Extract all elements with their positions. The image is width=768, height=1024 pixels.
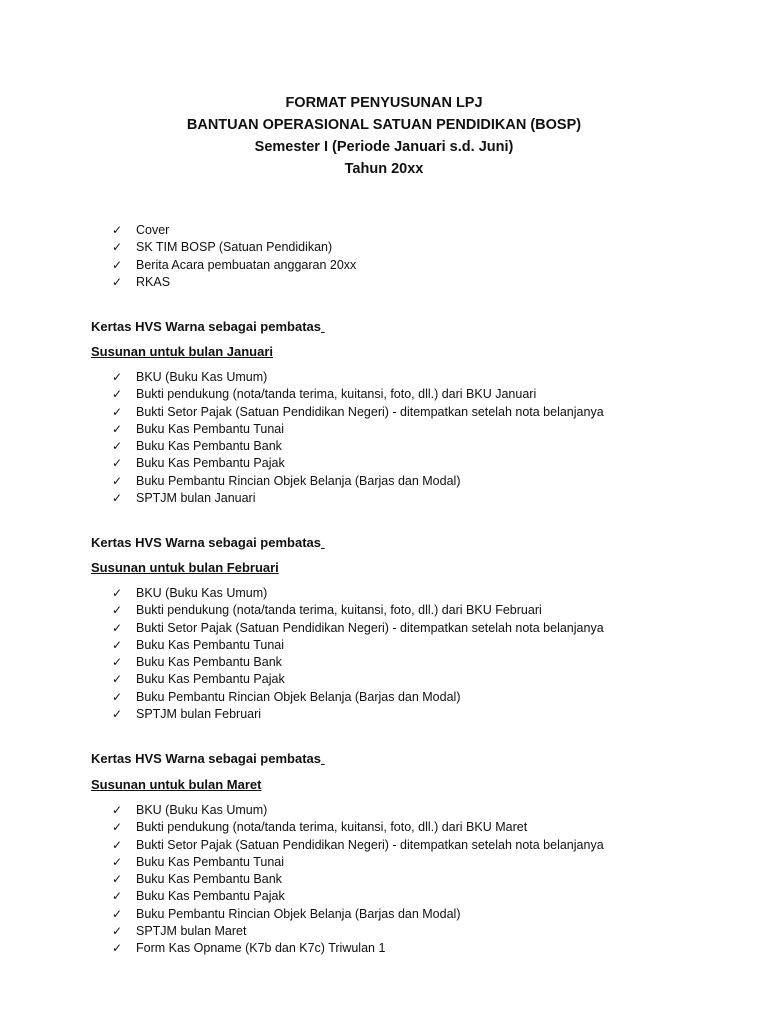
checkmark-icon: ✓ — [112, 421, 123, 436]
checkmark-icon: ✓ — [112, 707, 123, 722]
checkmark-icon: ✓ — [112, 941, 123, 956]
list-item — [112, 871, 604, 888]
checkmark-icon: ✓ — [112, 586, 123, 600]
checkmark-icon: ✓ — [112, 672, 123, 687]
checklist-februari — [112, 585, 604, 723]
list-item — [112, 222, 356, 239]
list-item — [112, 854, 604, 871]
list-item-label: Cover — [136, 223, 170, 237]
section-heading-maret: Susunan untuk bulan Maret — [91, 777, 262, 792]
checkmark-icon: ✓ — [112, 637, 123, 652]
checkmark-icon: ✓ — [112, 257, 123, 272]
checkmark-icon: ✓ — [112, 240, 123, 255]
title-line-4: Tahun 20xx — [344, 161, 424, 177]
list-item — [112, 369, 604, 386]
checkmark-icon: ✓ — [112, 491, 123, 506]
checkmark-icon: ✓ — [112, 872, 123, 887]
list-item — [112, 386, 604, 403]
checkmark-icon: ✓ — [112, 924, 123, 939]
list-item — [112, 819, 604, 836]
list-item — [112, 671, 604, 688]
list-item-label: SPTJM bulan Februari — [136, 707, 262, 722]
list-item-label: Bukti Setor Pajak (Satuan Pendidikan Negeri) - ditempatkan setelah nota belanjanya — [136, 620, 604, 635]
list-item-label: Buku Kas Pembantu Pajak — [136, 456, 285, 471]
checkmark-icon: ✓ — [112, 854, 123, 869]
list-item-label: Bukti pendukung (nota/tanda terima, kuitansi, foto, dll.) dari BKU Februari — [136, 603, 542, 618]
list-item-label: BKU (Buku Kas Umum) — [136, 370, 268, 384]
list-item-label: Buku Kas Pembantu Bank — [136, 439, 282, 454]
checklist-maret — [112, 802, 604, 958]
checkmark-icon: ✓ — [112, 370, 123, 384]
list-item-label: Buku Pembantu Rincian Objek Belanja (Barjas dan Modal) — [136, 906, 461, 921]
checkmark-icon: ✓ — [112, 404, 123, 419]
list-item — [112, 923, 604, 940]
divider-label: Kertas HVS Warna sebagai pembatas — [91, 751, 321, 766]
list-item-label: Buku Kas Pembantu Bank — [136, 872, 282, 887]
section-heading-februari: Susunan untuk bulan Februari — [91, 560, 279, 575]
list-item — [112, 274, 356, 291]
divider-label: Kertas HVS Warna sebagai pembatas — [91, 535, 321, 550]
section-heading-januari: Susunan untuk bulan Januari — [91, 344, 274, 359]
divider-heading — [91, 534, 325, 552]
list-item — [112, 637, 604, 654]
list-item — [112, 421, 604, 438]
list-item-label: Buku Pembantu Rincian Objek Belanja (Barjas dan Modal) — [136, 689, 461, 704]
list-item — [112, 490, 604, 507]
checkmark-icon: ✓ — [112, 456, 123, 471]
checkmark-icon: ✓ — [112, 837, 123, 852]
list-item-label: Bukti pendukung (nota/tanda terima, kuitansi, foto, dll.) dari BKU Januari — [136, 387, 537, 402]
list-item — [112, 620, 604, 637]
list-item — [112, 602, 604, 619]
list-item — [112, 888, 604, 905]
checkmark-icon: ✓ — [112, 655, 123, 670]
checkmark-icon: ✓ — [112, 603, 123, 618]
checkmark-icon: ✓ — [112, 889, 123, 904]
checklist-januari — [112, 369, 604, 507]
list-item-label: BKU (Buku Kas Umum) — [136, 586, 268, 600]
list-item-label: Buku Kas Pembantu Pajak — [136, 672, 285, 687]
divider-heading — [91, 318, 325, 336]
list-item-label: BKU (Buku Kas Umum) — [136, 803, 268, 817]
divider-label: Kertas HVS Warna sebagai pembatas — [91, 319, 321, 334]
list-item — [112, 455, 604, 472]
checkmark-icon: ✓ — [112, 473, 123, 488]
list-item — [112, 837, 604, 854]
checkmark-icon: ✓ — [112, 223, 123, 237]
checkmark-icon: ✓ — [112, 387, 123, 402]
list-item-label: Buku Kas Pembantu Tunai — [136, 421, 285, 436]
list-item — [112, 239, 356, 256]
list-item-label: Buku Kas Pembantu Bank — [136, 655, 282, 670]
checkmark-icon: ✓ — [112, 689, 123, 704]
list-item-label: Buku Kas Pembantu Pajak — [136, 889, 285, 904]
list-item-label: Buku Kas Pembantu Tunai — [136, 854, 285, 869]
list-item — [112, 689, 604, 706]
list-item-label: Berita Acara pembuatan anggaran 20xx — [136, 257, 357, 272]
checkmark-icon: ✓ — [112, 620, 123, 635]
list-item-label: Buku Kas Pembantu Tunai — [136, 637, 285, 652]
list-item-label: SPTJM bulan Januari — [136, 491, 256, 506]
list-item-label: SPTJM bulan Maret — [136, 924, 247, 939]
list-item-label: Buku Pembantu Rincian Objek Belanja (Barjas dan Modal) — [136, 473, 461, 488]
list-item — [112, 404, 604, 421]
divider-heading — [91, 750, 325, 768]
checkmark-icon: ✓ — [112, 439, 123, 454]
list-item — [112, 802, 604, 819]
list-item — [112, 257, 356, 274]
title-line-3: Semester I (Periode Januari s.d. Juni) — [254, 139, 514, 155]
title-line-1: FORMAT PENYUSUNAN LPJ — [285, 95, 483, 111]
list-item — [112, 906, 604, 923]
list-item-label: Bukti Setor Pajak (Satuan Pendidikan Negeri) - ditempatkan setelah nota belanjanya — [136, 404, 604, 419]
list-item-label: SK TIM BOSP (Satuan Pendidikan) — [136, 240, 333, 255]
checkmark-icon: ✓ — [112, 906, 123, 921]
list-item-label: RKAS — [136, 274, 171, 289]
list-item-label: Bukti Setor Pajak (Satuan Pendidikan Negeri) - ditempatkan setelah nota belanjanya — [136, 837, 604, 852]
list-item — [112, 940, 604, 957]
list-item — [112, 654, 604, 671]
list-item — [112, 706, 604, 723]
checkmark-icon: ✓ — [112, 803, 123, 817]
checkmark-icon: ✓ — [112, 820, 123, 835]
title-line-2: BANTUAN OPERASIONAL SATUAN PENDIDIKAN (BOSP) — [186, 117, 582, 133]
checkmark-icon: ✓ — [112, 274, 123, 289]
list-item — [112, 585, 604, 602]
list-item — [112, 438, 604, 455]
intro-checklist — [112, 222, 356, 291]
list-item — [112, 473, 604, 490]
list-item-label: Form Kas Opname (K7b dan K7c) Triwulan 1 — [136, 941, 386, 956]
list-item-label: Bukti pendukung (nota/tanda terima, kuitansi, foto, dll.) dari BKU Maret — [136, 820, 528, 835]
document-title — [0, 92, 768, 180]
